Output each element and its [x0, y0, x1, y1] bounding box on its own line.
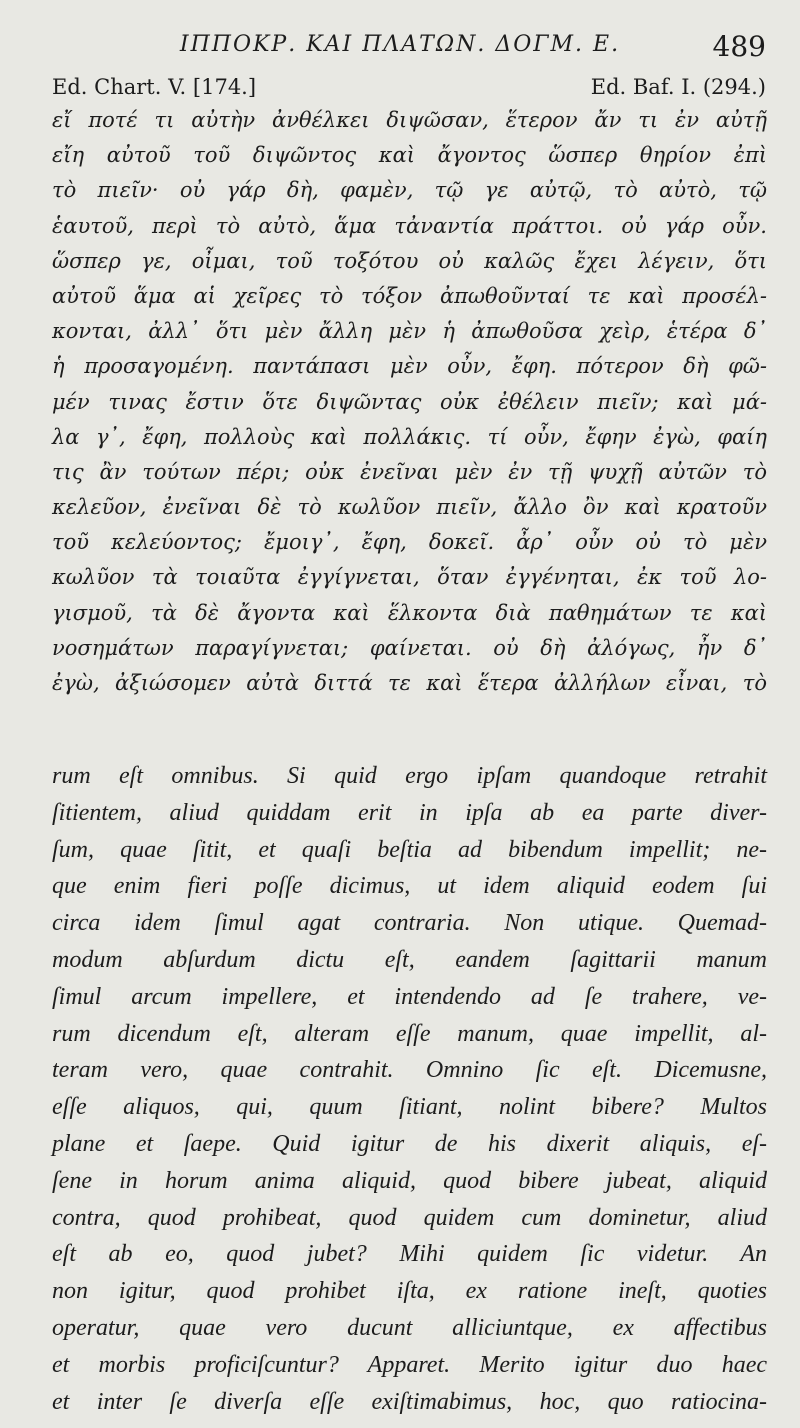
greek-line: κωλῦον τὰ τοιαῦτα ἐγγίγνεται, ὅταν ἐγγένηται, ἐκ τοῦ λο-	[52, 565, 767, 590]
latin-line: ſum, quae ſitit, et quaſi beſtia ad bibendum impellit; ne-	[52, 836, 767, 863]
latin-line: eſt ab eo, quod jubet? Mihi quidem ſic videtur. An	[52, 1241, 767, 1268]
greek-line: λα γ᾽, ἔφη, πολλοὺς καὶ πολλάκις. τί οὖν, ἔφην ἐγὼ, φαίη	[52, 424, 767, 449]
greek-line: εἴ ποτέ τι αὐτὴν ἀνθέλκει διψῶσαν, ἕτερον ἄν τι ἐν αὐτῇ	[52, 108, 767, 132]
latin-line: que enim fieri poſſe dicimus, ut idem aliquid eodem ſui	[52, 873, 767, 900]
latin-line: contra, quod prohibeat, quod quidem cum dominetur, aliud	[52, 1204, 767, 1231]
greek-text-block	[52, 103, 767, 701]
greek-line: τοῦ κελεύοντος; ἔμοιγ᾽, ἔφη, δοκεῖ. ἆρ᾽ οὖν οὐ τὸ μὲν	[52, 530, 767, 555]
greek-line: ἑαυτοῦ, περὶ τὸ αὐτὸ, ἅμα τἀναντία πράττοι. οὐ γάρ οὖν.	[52, 213, 767, 238]
latin-line: ſitientem, aliud quiddam erit in ipſa ab ea parte diver-	[52, 799, 767, 826]
greek-line: τὸ πιεῖν· οὐ γάρ δὴ, φαμὲν, τῷ γε αὐτῷ, τὸ αὐτὸ, τῷ	[52, 178, 767, 203]
greek-line: κονται, ἀλλ᾽ ὅτι μὲν ἄλλη μὲν ἡ ἀπωθοῦσα χεὶρ, ἑτέρα δ᾽	[52, 319, 767, 344]
greek-line: νοσημάτων παραγίγνεται; φαίνεται. οὐ δὴ ἀλόγως, ἦν δ᾽	[52, 635, 767, 660]
latin-line: rum eſt omnibus. Si quid ergo ipſam quandoque retrahit	[52, 763, 767, 789]
greek-line: μέν τινας ἔστιν ὅτε διψῶντας οὐκ ἐθέλειν πιεῖν; καὶ μά-	[52, 389, 767, 414]
greek-line: κελεῦον, ἐνεῖναι δὲ τὸ κωλῦον πιεῖν, ἄλλο ὂν καὶ κρατοῦν	[52, 495, 767, 520]
greek-line: εἴη αὐτοῦ τοῦ διψῶντος καὶ ἄγοντος ὥσπερ θηρίον ἐπὶ	[52, 143, 767, 168]
edition-basel: Ed. Baf. I. (294.)	[590, 75, 766, 99]
latin-line: teram vero, quae contrahit. Omnino ſic eſt. Dicemusne,	[52, 1057, 767, 1084]
edition-chartier: Ed. Chart. V. [174.]	[52, 75, 257, 99]
latin-line: ſimul arcum impellere, et intendendo ad ſe trahere, ve-	[52, 983, 767, 1010]
latin-line: et inter ſe diverſa eſſe exiſtimabimus, hoc, quo ratiocina-	[52, 1388, 767, 1415]
latin-line: eſſe aliquos, qui, quum ſitiant, nolint bibere? Multos	[52, 1094, 767, 1121]
latin-line: et morbis proficiſcuntur? Apparet. Merito igitur duo haec	[52, 1351, 767, 1378]
latin-line: circa idem ſimul agat contraria. Non utique. Quemad-	[52, 910, 767, 937]
latin-line: plane et ſaepe. Quid igitur de his dixerit aliquis, eſ-	[52, 1130, 767, 1157]
edition-line	[52, 75, 766, 103]
latin-line: modum abſurdum dictu eſt, eandem ſagittarii manum	[52, 946, 767, 973]
latin-line: operatur, quae vero ducunt alliciuntque, ex affectibus	[52, 1314, 767, 1341]
greek-line: γισμοῦ, τὰ δὲ ἄγοντα καὶ ἕλκοντα διὰ παθημάτων τε καὶ	[52, 600, 767, 625]
latin-line: rum dicendum eſt, alteram eſſe manum, quae impellit, al-	[52, 1020, 767, 1047]
greek-line: ἡ προσαγομένη. παντάπασι μὲν οὖν, ἔφη. πότερον δὴ φῶ-	[52, 354, 767, 379]
running-head	[0, 30, 800, 64]
latin-text-block	[52, 758, 767, 1420]
greek-line: τις ἂν τούτων πέρι; οὐκ ἐνεῖναι μὲν ἐν τῇ ψυχῇ αὐτῶν τὸ	[52, 459, 767, 484]
page-number: 489	[712, 30, 766, 63]
greek-line: αὐτοῦ ἅμα αἱ χεῖρες τὸ τόξον ἀπωθοῦνταί τε καὶ προσέλ-	[52, 283, 767, 308]
running-title: ΙΠΠΟΚΡ. ΚΑΙ ΠΛΑΤΩΝ. ΔΟΓΜ. Ε.	[179, 32, 621, 57]
latin-line: ſene in horum anima aliquid, quod bibere jubeat, aliquid	[52, 1167, 767, 1194]
latin-line: non igitur, quod prohibet iſta, ex ratione ineſt, quoties	[52, 1278, 767, 1305]
greek-line: ἐγὼ, ἀξιώσομεν αὐτὰ διττά τε καὶ ἕτερα ἀλλήλων εἶναι, τὸ	[52, 671, 767, 695]
greek-line: ὥσπερ γε, οἶμαι, τοῦ τοξότου οὐ καλῶς ἔχει λέγειν, ὅτι	[52, 248, 767, 273]
